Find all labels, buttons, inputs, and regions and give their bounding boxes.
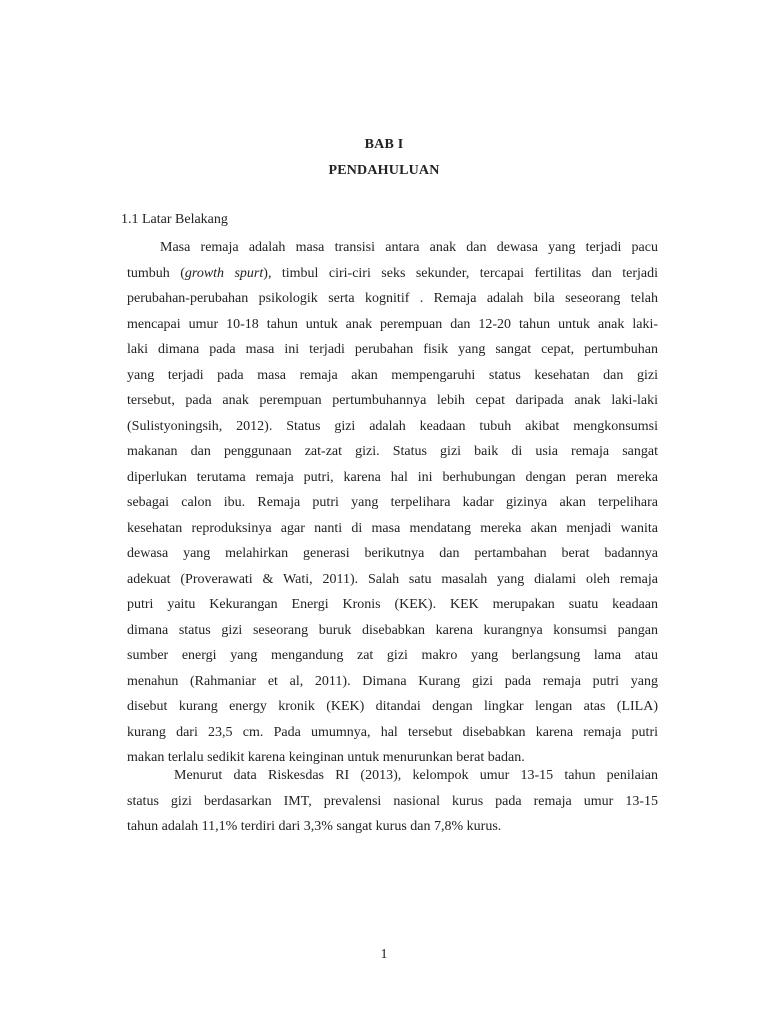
paragraph-line: tersebut, pada anak perempuan pertumbuhannya lebih cepat daripada anak laki-laki xyxy=(127,393,658,408)
paragraph-line: makan terlalu sedikit karena keinginan untuk menurunkan berat badan. xyxy=(127,750,525,765)
paragraph-line: dimana status gizi seseorang buruk disebabkan karena kurangnya konsumsi pangan xyxy=(127,622,658,638)
paragraph-line: (Sulistyoningsih, 2012). Status gizi adalah keadaan tubuh akibat mengkonsumsi xyxy=(127,418,658,434)
paragraph-line: diperlukan terutama remaja putri, karena hal ini berhubungan dengan peran mereka xyxy=(127,469,658,485)
paragraph-line: laki dimana pada masa ini terjadi perubahan fisik yang sangat cepat, pertumbuhan xyxy=(127,342,658,357)
paragraph-line: sumber energi yang mengandung zat gizi makro yang berlangsung lama atau xyxy=(127,648,658,663)
italic-term: growth spurt xyxy=(184,265,264,281)
paragraph-line: putri yaitu Kekurangan Energi Kronis (KEK). KEK merupakan suatu keadaan xyxy=(127,597,658,612)
paragraph-line: Masa remaja adalah masa transisi antara anak dan dewasa yang terjadi pacu xyxy=(160,240,658,255)
paragraph-line xyxy=(127,261,658,287)
paragraph-riskesdas xyxy=(127,763,658,840)
section-heading: 1.1 Latar Belakang xyxy=(121,212,228,227)
paragraph-line: menahun (Rahmaniar et al, 2011). Dimana Kurang gizi pada remaja putri yang xyxy=(127,673,658,689)
paragraph-line: disebut kurang energy kronik (KEK) ditandai dengan lingkar lengan atas (LILA) xyxy=(127,699,658,714)
paragraph-line: perubahan-perubahan psikologik serta kognitif . Remaja adalah bila seseorang telah xyxy=(127,291,658,306)
paragraph-line: mencapai umur 10-18 tahun untuk anak perempuan dan 12-20 tahun untuk anak laki- xyxy=(127,316,658,332)
chapter-title: PENDAHULUAN xyxy=(328,163,440,178)
paragraph-line: makanan dan penggunaan zat-zat gizi. Status gizi baik di usia remaja sangat xyxy=(127,444,658,459)
page-number: 1 xyxy=(380,947,388,962)
text-fragment: tumbuh ( xyxy=(127,265,185,281)
paragraph-line: sebagai calon ibu. Remaja putri yang terpelihara kadar gizinya akan terpelihara xyxy=(127,495,658,510)
paragraph-line: yang terjadi pada masa remaja akan mempengaruhi status kesehatan dan gizi xyxy=(127,367,658,383)
paragraph-background xyxy=(127,235,658,771)
paragraph-line: tahun adalah 11,1% terdiri dari 3,3% sangat kurus dan 7,8% kurus. xyxy=(127,819,502,834)
paragraph-line: dewasa yang melahirkan generasi berikutnya dan pertambahan berat badannya xyxy=(127,546,658,561)
paragraph-line: Menurut data Riskesdas RI (2013), kelompok umur 13-15 tahun penilaian xyxy=(174,768,658,783)
text-fragment: ), timbul ciri-ciri seks sekunder, tercapai fertilitas dan terjadi xyxy=(263,265,658,281)
chapter-number: BAB I xyxy=(364,137,404,152)
paragraph-line: kesehatan reproduksinya agar nanti di masa mendatang mereka akan menjadi wanita xyxy=(127,520,658,536)
paragraph-line: status gizi berdasarkan IMT, prevalensi nasional kurus pada remaja umur 13-15 xyxy=(127,793,658,809)
paragraph-line: adekuat (Proverawati & Wati, 2011). Salah satu masalah yang dialami oleh remaja xyxy=(127,571,658,587)
paragraph-line: kurang dari 23,5 cm. Pada umumnya, hal tersebut disebabkan karena remaja putri xyxy=(127,724,658,740)
